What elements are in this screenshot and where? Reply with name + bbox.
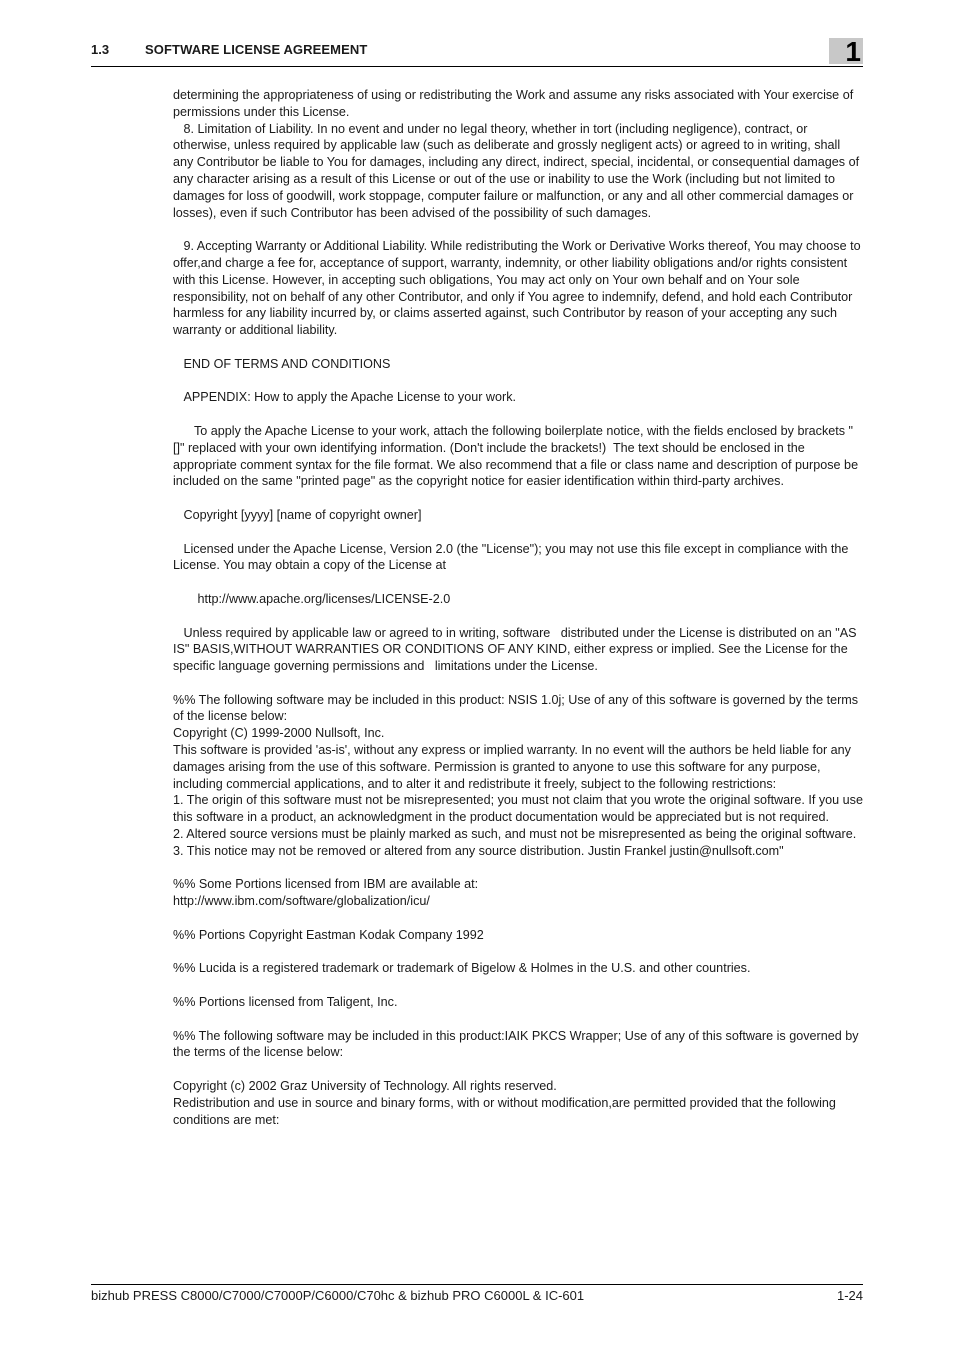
paragraph: This software is provided 'as-is', without any express or implied warranty. In no event will the authors be held liable for any damages arising from the use of this software. Permission is granted to anyone to use this software for any purpose, including commercial applications, and to alter it and redistribute it freely, subject to the following restrictions: xyxy=(173,743,855,791)
paragraph-spacer xyxy=(173,490,863,507)
paragraph-spacer xyxy=(173,608,863,625)
paragraph-spacer xyxy=(173,574,863,591)
page-footer xyxy=(91,1284,863,1303)
page-header xyxy=(91,36,863,67)
paragraph: APPENDIX: How to apply the Apache License to your work. xyxy=(173,390,517,405)
paragraph-spacer xyxy=(173,1061,863,1078)
paragraph-spacer xyxy=(173,910,863,927)
paragraph: Redistribution and use in source and binary forms, with or without modification,are permitted provided that the following conditions are met: xyxy=(173,1095,840,1127)
paragraph: determining the appropriateness of using or redistributing the Work and assume any risks associated with Your exercise of permissions under this License. xyxy=(173,88,857,119)
footer-page-number: 1-24 xyxy=(836,1288,863,1303)
paragraph: %% Portions Copyright Eastman Kodak Company 1992 xyxy=(173,927,484,942)
license-text-body xyxy=(173,87,867,1128)
paragraph: http://www.ibm.com/software/globalization/icu/ xyxy=(173,894,430,909)
paragraph-spacer xyxy=(173,860,863,877)
paragraph-spacer xyxy=(173,1011,863,1028)
paragraph: 9. Accepting Warranty or Additional Liability. While redistributing the Work or Derivative Works thereof, You may choose to offer,and charge a fee for, acceptance of support, warranty, indemnity, or other liability obligations and/or rights consistent with this License. However, in accepting such obligations, You may act only on Your own behalf and on Your sole responsibility, not on behalf of any other Contributor, and only if You agree to indemnify, defend, and hold each Contributor harmless for any liability incurred by, or claims asserted against, such Contributor by reason of your accepting any such warranty or additional liability. xyxy=(173,239,865,338)
paragraph: Copyright [yyyy] [name of copyright owner] xyxy=(173,507,422,522)
paragraph: 8. Limitation of Liability. In no event and under no legal theory, whether in tort (including negligence), contract, or otherwise, unless required by applicable law (such as deliberate and grossly negligent acts) or agreed to in writing, shall any Contributor be liable to You for damages, including any direct, indirect, special, incidental, or consequential damages of any character arising as a result of this License or out of the use or inability to use the Work (including but not limited to damages for loss of goodwill, work stoppage, computer failure or malfunction, or any and all other commercial damages or losses), even if such Contributor has been advised of the possibility of such damages. xyxy=(173,121,863,220)
paragraph: Unless required by applicable law or agreed to in writing, software distributed under the License is distributed on an "AS IS" BASIS,WITHOUT WARRANTIES OR CONDITIONS OF ANY KIND, either express or implied. See the License for the specific language governing permissions and limitations under the License. xyxy=(173,625,861,674)
paragraph-spacer xyxy=(173,977,863,994)
paragraph: %% Some Portions licensed from IBM are available at: xyxy=(173,877,479,892)
paragraph: http://www.apache.org/licenses/LICENSE-2.0 xyxy=(173,591,451,606)
paragraph: %% Lucida is a registered trademark or trademark of Bigelow & Holmes in the U.S. and other countries. xyxy=(173,961,751,976)
section-title: SOFTWARE LICENSE AGREEMENT xyxy=(145,42,368,57)
paragraph: 3. This notice may not be removed or altered from any source distribution. Justin Frankel justin@nullsoft.com" xyxy=(173,843,784,858)
paragraph: 1. The origin of this software must not be misrepresented; you must not claim that you wrote the original software. If you use this software in a product, an acknowledgment in the product documentation would be appreciated but is not required. xyxy=(173,793,867,825)
paragraph-spacer xyxy=(173,675,863,692)
paragraph: To apply the Apache License to your work, attach the following boilerplate notice, with the fields enclosed by brackets "[]" replaced with your own identifying information. (Don't include the brackets!) The text should be enclosed in the appropriate comment syntax for the file format. We also recommend that a file or class name and description of purpose be included on the same "printed page" as the copyright notice for easier identification within third-party archives. xyxy=(173,423,862,489)
paragraph: %% The following software may be included in this product: NSIS 1.0j; Use of any of this software is governed by the terms of the license below: xyxy=(173,692,862,724)
paragraph: %% Portions licensed from Taligent, Inc. xyxy=(173,995,398,1010)
paragraph-spacer xyxy=(173,373,863,390)
paragraph: 2. Altered source versions must be plainly marked as such, and must not be misrepresented as being the original software. xyxy=(173,827,857,842)
paragraph: Copyright (C) 1999-2000 Nullsoft, Inc. xyxy=(173,726,385,741)
paragraph: END OF TERMS AND CONDITIONS xyxy=(173,356,391,371)
footer-product-name: bizhub PRESS C8000/C7000/C7000P/C6000/C70hc & bizhub PRO C6000L & IC-601 xyxy=(91,1288,585,1303)
chapter-number: 1 xyxy=(845,36,861,67)
section-number: 1.3 xyxy=(91,42,110,57)
paragraph-spacer xyxy=(173,524,863,541)
paragraph: Copyright (c) 2002 Graz University of Technology. All rights reserved. xyxy=(173,1079,557,1094)
paragraph-spacer xyxy=(173,221,863,238)
paragraph-spacer xyxy=(173,406,863,423)
paragraph: %% The following software may be included in this product:IAIK PKCS Wrapper; Use of any of this software is governed by the terms of the license below: xyxy=(173,1028,863,1060)
paragraph: Licensed under the Apache License, Version 2.0 (the "License"); you may not use this file except in compliance with the License. You may obtain a copy of the License at xyxy=(173,541,852,573)
paragraph-spacer xyxy=(173,944,863,961)
paragraph-spacer xyxy=(173,339,863,356)
